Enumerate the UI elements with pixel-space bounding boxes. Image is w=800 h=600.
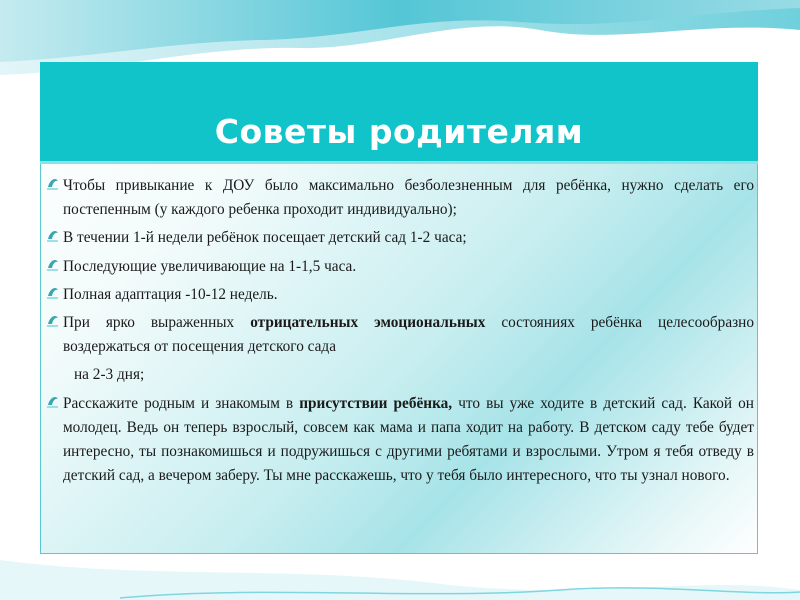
- bullet-item: [46, 226, 754, 250]
- slide-title: Советы родителям: [214, 112, 584, 151]
- wave-bullet-icon: [46, 393, 60, 409]
- wave-bullet-icon: [46, 256, 60, 272]
- bullet-item: [46, 392, 754, 489]
- bullet-item: [46, 255, 754, 279]
- bullet-item: [46, 311, 754, 359]
- bullet-item: [46, 174, 754, 222]
- bullet-text: Полная адаптация -10-12 недель.: [63, 285, 278, 303]
- bullet-emphasis: присутствии ребёнка,: [299, 394, 453, 412]
- bullet-item: [46, 283, 754, 307]
- bullet-continuation: на 2-3 дня;: [74, 366, 145, 384]
- wave-bullet-icon: [46, 312, 60, 328]
- bullet-emphasis: отрицательных эмоциональных: [250, 314, 486, 332]
- bullet-text: Чтобы привыкание к ДОУ было максимально безболезненным для ребёнка, нужно сделать его постепенным (у каждого ребенка проходит индивидуально);: [63, 177, 754, 219]
- bullet-text-end: состояниях ребёнка целесообразно воздержаться от посещения детского сада: [63, 314, 754, 356]
- bullet-text-end: что вы уже ходите в детский сад. Какой он молодец. Ведь он теперь взрослый, совсем как мама и папа ходит на работу. В детском саду тебе будет интересно, ты познакомишься и подружишься с другими ребятами и взрослыми. Утром я тебя отведу в детский сад, а вечером заберу. Ты мне расскажешь, что у тебя было интересного, что ты узнал нового.: [63, 394, 754, 485]
- bullet-text: В течении 1-й недели ребёнок посещает детский сад 1-2 часа;: [63, 229, 467, 247]
- bullet-text-start: Расскажите родным и знакомым в: [63, 394, 300, 412]
- bullet-list: [46, 174, 754, 492]
- wave-bullet-icon: [46, 175, 60, 191]
- wave-bullet-icon: [46, 284, 60, 300]
- wave-bullet-icon: [46, 227, 60, 243]
- title-divider: [40, 161, 758, 164]
- bullet-text: Последующие увеличивающие на 1-1,5 часа.: [63, 257, 357, 275]
- bullet-text-start: При ярко выраженных: [63, 314, 251, 332]
